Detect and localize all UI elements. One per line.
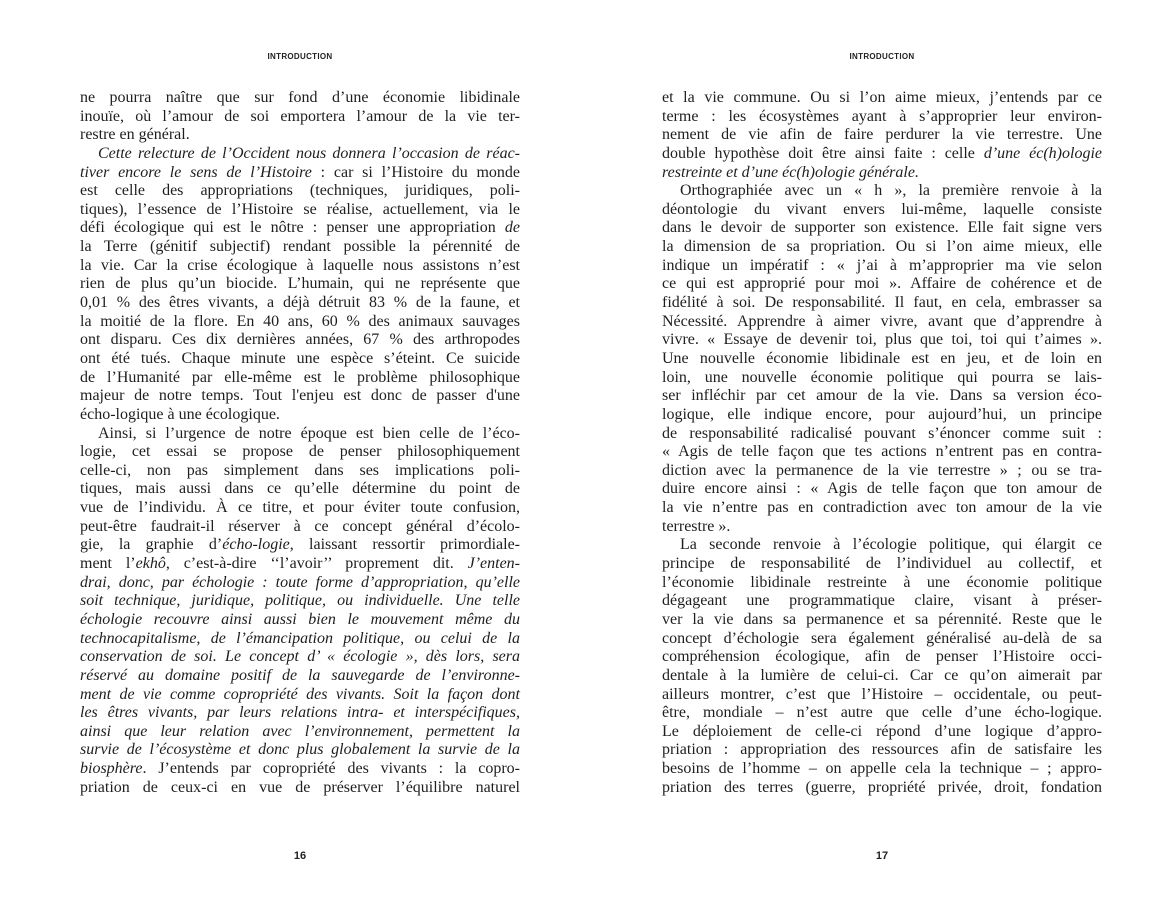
text-line xyxy=(662,536,1102,555)
text-line xyxy=(80,294,520,313)
italic-text-run: ainsi que leur relation avec l’environnement, permettent la xyxy=(80,722,520,740)
text-line xyxy=(662,480,1102,499)
text-run: loin, une nouvelle économie politique qui pourra se lais- xyxy=(662,368,1102,386)
text-run: indique un impératif : « j’ai à m’approprier ma vie selon xyxy=(662,256,1102,274)
text-line xyxy=(80,574,520,593)
text-line xyxy=(80,238,520,257)
text-run: concept d’échologie sera également généralisé au-delà de sa xyxy=(662,629,1102,647)
text-line xyxy=(80,369,520,388)
italic-text-run: soit technique, juridique, politique, ou individuelle. Une telle xyxy=(80,592,520,610)
text-run: celle-ci, non pas simplement dans ses implications poli- xyxy=(80,461,520,479)
text-run: priation de ceux-ci en vue de préserver l’équilibre naturel xyxy=(80,778,520,796)
italic-text-run: drai, donc, par échologie : toute forme d’appropriation, qu’elle xyxy=(80,573,520,591)
text-line xyxy=(662,425,1102,444)
text-line xyxy=(80,331,520,350)
text-run: écho-logique à une écologique. xyxy=(80,405,280,423)
text-line xyxy=(662,723,1102,742)
italic-text-run: tiver encore le sens de l’Histoire xyxy=(80,163,312,181)
text-run: dans le devoir de supporter son existence. Elle fait signe vers xyxy=(662,219,1102,237)
text-run: Orthographiée avec un « h », la première renvoie à la xyxy=(680,182,1102,200)
text-line xyxy=(80,275,520,294)
text-line xyxy=(80,592,520,611)
text-line xyxy=(80,630,520,649)
text-line xyxy=(662,164,1102,183)
text-run: la vie n’entre pas en contradiction avec ton amour de la vie xyxy=(662,499,1102,517)
text-run: de l’Humanité par elle-même est le problème philosophique xyxy=(80,368,520,386)
page-body xyxy=(80,89,520,797)
text-line xyxy=(662,89,1102,108)
text-line xyxy=(662,443,1102,462)
text-line xyxy=(80,555,520,574)
text-run: nement de vie afin de faire perdurer la vie terrestre. Une xyxy=(662,126,1102,144)
text-line xyxy=(662,592,1102,611)
text-line xyxy=(80,89,520,108)
text-line xyxy=(662,741,1102,760)
text-line xyxy=(80,182,520,201)
text-line xyxy=(662,331,1102,350)
page-number: 17 xyxy=(875,850,889,862)
text-run: ce qui est approprié pour moi ». Affaire de cohérence et de xyxy=(662,275,1102,293)
text-run: , c’est-à-dire ‘‘l’avoir’’ proprement dit. xyxy=(165,555,468,573)
text-line xyxy=(662,257,1102,276)
running-head: INTRODUCTION xyxy=(267,52,333,61)
italic-text-run: J’enten- xyxy=(467,555,520,573)
text-run: tiques), l’essence de l’Histoire se réalise, actuellement, via le xyxy=(80,200,520,218)
text-run: ment l’ xyxy=(80,555,136,573)
text-run: ver la vie dans sa permanence et sa pérennité. Reste que le xyxy=(662,610,1102,628)
text-run: ailleurs montrer, c’est que l’Histoire – occidentale, ou peut- xyxy=(662,685,1102,703)
italic-text-run: échologie recouvre ainsi aussi bien le mouvement même du xyxy=(80,610,520,628)
text-run: rien de plus qu’un biocide. L’humain, qui ne représente que xyxy=(80,275,520,293)
text-line xyxy=(80,387,520,406)
text-line xyxy=(662,126,1102,145)
text-run: la moitié de la flore. En 40 ans, 60 % des animaux sauvages xyxy=(80,312,520,330)
text-run: inouïe, où l’amour de soi emportera l’amour de la vie ter- xyxy=(80,107,520,125)
page-body xyxy=(662,89,1102,797)
italic-text-run: conservation de soi. Le concept d’ « écologie », dès lors, sera xyxy=(80,648,520,666)
text-run: principe de responsabilité de l’individuel au collectif, et xyxy=(662,555,1102,573)
text-run: et la vie commune. Ou si l’on aime mieux, j’entends par ce xyxy=(662,89,1102,106)
text-run: la Terre (génitif subjectif) rendant possible la pérennité de xyxy=(80,238,520,256)
text-line xyxy=(80,201,520,220)
text-line xyxy=(80,462,520,481)
text-run: logie, cet essai se propose de penser philosophiquement xyxy=(80,443,520,461)
left-page xyxy=(80,0,520,912)
text-run: ne pourra naître que sur fond d’une économie libidinale xyxy=(80,89,520,106)
text-run: La seconde renvoie à l’écologie politique, qui élargit ce xyxy=(680,536,1102,554)
text-line xyxy=(80,313,520,332)
text-run: priation : appropriation des ressources afin de satisfaire les xyxy=(662,741,1102,759)
text-line xyxy=(662,555,1102,574)
text-line xyxy=(80,499,520,518)
text-run: logique, elle indique encore, pour aujourd’hui, un principe xyxy=(662,405,1102,423)
text-run: , laissant ressortir primordiale- xyxy=(289,536,520,554)
text-run: la dimension de sa propriation. Ou si l’on aime mieux, elle xyxy=(662,238,1102,256)
text-line xyxy=(80,518,520,537)
text-run: dentale à la lumière de celui-ci. Car ce qu’on aimerait par xyxy=(662,666,1102,684)
text-run: priation des terres (guerre, propriété privée, droit, fondation xyxy=(662,778,1102,796)
text-run: ont été tués. Chaque minute une espèce s’éteint. Ce suicide xyxy=(80,349,520,367)
text-run: majeur de notre temps. Tout l'enjeu est donc de passer d'une xyxy=(80,387,520,405)
text-run: être, mondiale – n’est autre que celle d’une écho-logique. xyxy=(662,704,1102,722)
text-line xyxy=(662,779,1102,798)
italic-text-run: réservé au domaine positif de la sauvegarde de l’environne- xyxy=(80,666,520,684)
text-run: restre en général. xyxy=(80,126,190,144)
text-line xyxy=(80,145,520,164)
text-line xyxy=(80,164,520,183)
text-run: dégageant une programmatique claire, visant à préser- xyxy=(662,592,1102,610)
text-line xyxy=(80,443,520,462)
text-line xyxy=(662,182,1102,201)
text-line xyxy=(662,350,1102,369)
text-run: diction avec la permanence de la vie terrestre » ; ou se tra- xyxy=(662,461,1102,479)
italic-text-run: biosphère xyxy=(80,760,143,778)
text-line xyxy=(662,294,1102,313)
text-line xyxy=(80,723,520,742)
text-line xyxy=(80,667,520,686)
text-run: tiques, mais aussi dans ce qu’elle détermine du point de xyxy=(80,480,520,498)
text-line xyxy=(662,686,1102,705)
text-run: est celle des appropriations (techniques, juridiques, poli- xyxy=(80,182,520,200)
text-run: terrestre ». xyxy=(662,517,731,535)
text-run: besoins de l’homme – on appelle cela la technique – ; appro- xyxy=(662,760,1102,778)
text-run: double hypothèse doit être ainsi faite : celle xyxy=(662,144,984,162)
text-line xyxy=(662,145,1102,164)
text-line xyxy=(662,369,1102,388)
text-run: « Agis de telle façon que tes actions n’entrent pas en contra- xyxy=(662,443,1102,461)
text-line xyxy=(662,406,1102,425)
italic-text-run: Cette relecture de l’Occident nous donnera l’occasion de réac- xyxy=(98,144,520,162)
text-line xyxy=(662,275,1102,294)
text-line xyxy=(80,648,520,667)
text-run: . J’entends par copropriété des vivants : la copro- xyxy=(142,760,520,778)
text-line xyxy=(662,704,1102,723)
text-line xyxy=(80,741,520,760)
text-line xyxy=(662,313,1102,332)
text-line xyxy=(80,480,520,499)
text-run: Ainsi, si l’urgence de notre époque est bien celle de l’éco- xyxy=(98,424,520,442)
text-line xyxy=(662,201,1102,220)
text-line xyxy=(662,574,1102,593)
text-run: 0,01 % des êtres vivants, a déjà détruit 83 % de la faune, et xyxy=(80,294,520,312)
italic-text-run: ment de vie comme copropriété des vivants. Soit la façon dont xyxy=(80,685,520,703)
text-line xyxy=(80,108,520,127)
text-run: peut-être faudrait-il réserver à ce concept général d’écolo- xyxy=(80,517,520,535)
italic-text-run: ekhô xyxy=(135,555,166,573)
italic-text-run: de xyxy=(504,219,520,237)
text-line xyxy=(662,462,1102,481)
italic-text-run: les êtres vivants, par leurs relations intra- et interspécifiques, xyxy=(80,704,520,722)
italic-text-run: écho-logie xyxy=(222,536,290,554)
text-run: fidélité à soi. De responsabilité. Il faut, en cela, embrasser sa xyxy=(662,294,1102,312)
text-line xyxy=(662,630,1102,649)
text-line xyxy=(80,704,520,723)
text-run: l’économie libidinale restreinte à une économie politique xyxy=(662,573,1102,591)
text-run: déontologie du vivant envers lui-même, laquelle consiste xyxy=(662,200,1102,218)
text-run: Nécessité. Apprendre à aimer vivre, avant que d’apprendre à xyxy=(662,312,1102,330)
text-line xyxy=(662,648,1102,667)
text-run: duire encore ainsi : « Agis de telle façon que ton amour de xyxy=(662,480,1102,498)
text-run: défi écologique qui est le nôtre : penser une appropriation xyxy=(80,219,505,237)
text-line xyxy=(80,536,520,555)
text-line xyxy=(662,387,1102,406)
text-line xyxy=(662,518,1102,537)
text-line xyxy=(662,667,1102,686)
text-line xyxy=(80,686,520,705)
text-run: la vie. Car la crise écologique à laquelle nous assistons n’est xyxy=(80,256,520,274)
running-head: INTRODUCTION xyxy=(849,52,915,61)
text-run: vivre. « Essaye de devenir toi, plus que toi, toi qui t’aimes ». xyxy=(662,331,1102,349)
text-line xyxy=(80,257,520,276)
text-run: ont disparu. Ces dix dernières années, 67 % des arthropodes xyxy=(80,331,520,349)
italic-text-run: d’une éc(h)ologie xyxy=(983,144,1102,162)
text-run: de responsabilité radicalisé pouvant s’énoncer comme suit : xyxy=(662,424,1102,442)
italic-text-run: restreinte et d’une éc(h)ologie générale. xyxy=(662,163,919,181)
text-run: ser infléchir par cet amour de la vie. Dans sa version éco- xyxy=(662,387,1102,405)
text-run: compréhension écologique, afin de penser l’Histoire occi- xyxy=(662,648,1102,666)
italic-text-run: technocapitalisme, de l’émancipation politique, ou celui de la xyxy=(80,629,520,647)
text-line xyxy=(662,611,1102,630)
text-run: Une nouvelle économie libidinale est en jeu, et de loin en xyxy=(662,349,1102,367)
text-line xyxy=(662,760,1102,779)
text-line xyxy=(662,238,1102,257)
text-run: gie, la graphie d’ xyxy=(80,536,223,554)
text-line xyxy=(80,219,520,238)
text-line xyxy=(80,126,520,145)
text-line xyxy=(80,760,520,779)
text-line xyxy=(662,499,1102,518)
text-line xyxy=(662,108,1102,127)
text-run: Le déploiement de celle-ci répond d’une logique d’appro- xyxy=(662,722,1102,740)
text-line xyxy=(80,406,520,425)
right-page xyxy=(662,0,1102,912)
text-line xyxy=(80,611,520,630)
italic-text-run: survie de l’écosystème et donc plus globalement la survie de la xyxy=(80,741,520,759)
text-line xyxy=(80,350,520,369)
text-line xyxy=(80,779,520,798)
text-line xyxy=(662,219,1102,238)
text-run: : car si l’Histoire du monde xyxy=(311,163,520,181)
text-run: terme : les écosystèmes ayant à s’approprier leur environ- xyxy=(662,107,1102,125)
text-line xyxy=(80,425,520,444)
text-run: vue de l’individu. À ce titre, et pour éviter toute confusion, xyxy=(80,499,520,517)
page-number: 16 xyxy=(293,850,307,862)
